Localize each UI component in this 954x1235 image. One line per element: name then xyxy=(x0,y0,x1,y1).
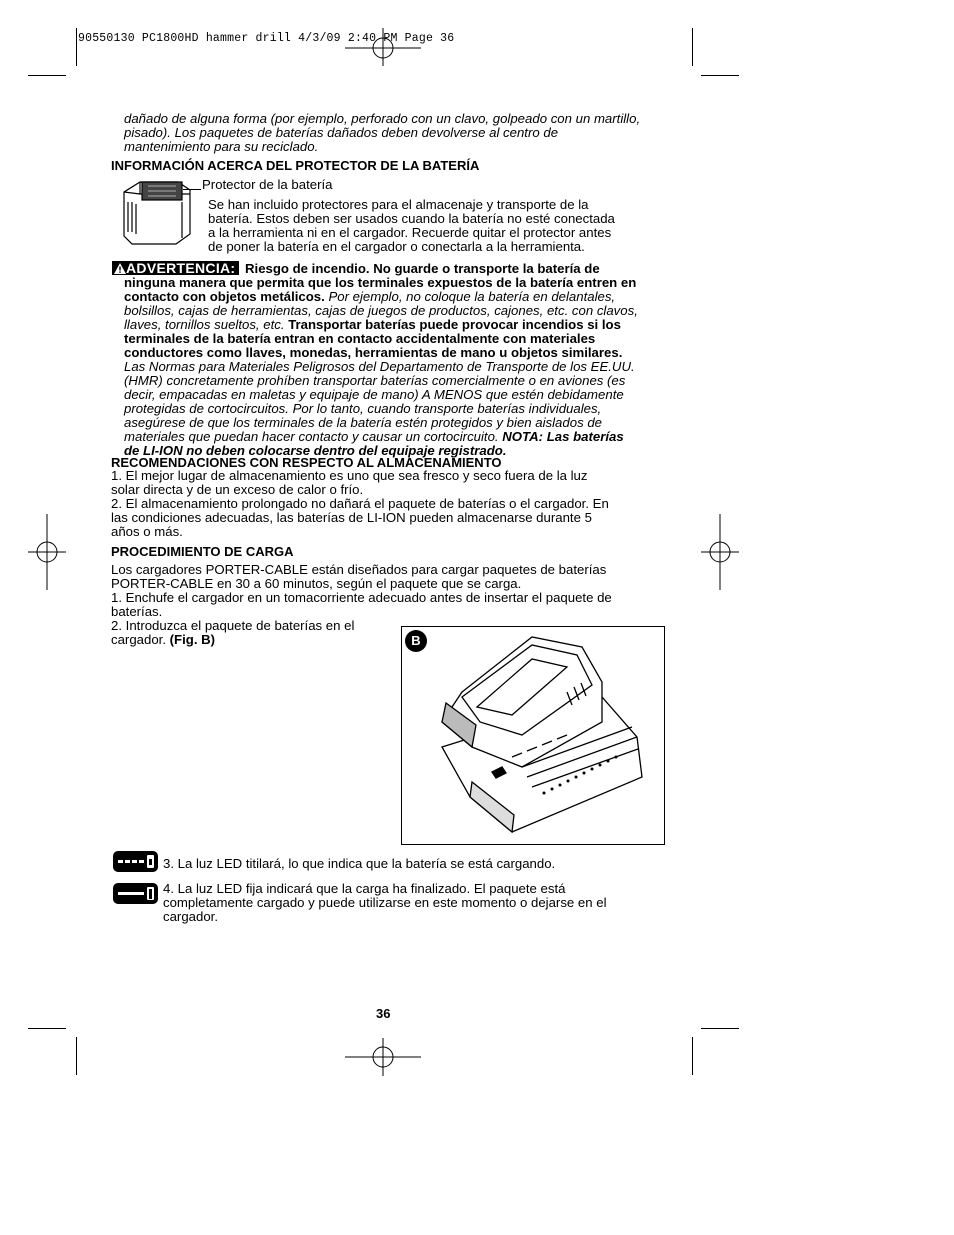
warning-line: ninguna manera que permita que los terminales expuestos de la batería entren en xyxy=(124,275,637,290)
battery-protector-illustration xyxy=(118,172,202,248)
charging-line: Los cargadores PORTER-CABLE están diseñados para cargar paquetes de baterías xyxy=(111,562,607,577)
warning-paragraph xyxy=(124,262,664,458)
intro-line: pisado). Los paquetes de baterías dañados deben devolverse al centro de xyxy=(124,125,559,140)
storage-line: 2. El almacenamiento prolongado no dañará el paquete de baterías o el cargador. En xyxy=(111,496,609,511)
warning-line: materiales que puedan hacer contacto y causar un cortocircuito. NOTA: Las baterías xyxy=(124,429,624,444)
warning-line: asegúrese de que los terminales de la batería estén protegidos y bien aislados de xyxy=(124,415,602,430)
warning-line: (HMR) concretamente prohíben transportar baterías comercialmente o en aviones (es xyxy=(124,373,626,388)
storage-line: 1. El mejor lugar de almacenamiento es uno que sea fresco y seco fuera de la luz xyxy=(111,468,588,483)
led-steady-icon xyxy=(113,883,158,904)
protector-heading: INFORMACIÓN ACERCA DEL PROTECTOR DE LA BATERÍA xyxy=(111,158,480,173)
charging-line: 1. Enchufe el cargador en un tomacorriente adecuado antes de insertar el paquete de xyxy=(111,590,612,605)
protector-line: batería. Estos deben ser usados cuando la batería no esté conectada xyxy=(208,211,615,226)
step4-line: completamente cargado y puede utilizarse en este momento o dejarse en el xyxy=(163,895,607,910)
storage-line: solar directa y de un exceso de calor o frío. xyxy=(111,482,364,497)
figure-letter: B xyxy=(405,630,427,652)
step4-paragraph xyxy=(163,882,607,924)
led-blinking-icon xyxy=(113,851,158,872)
step4-line: cargador. xyxy=(163,909,218,924)
leader-line xyxy=(183,189,201,190)
warning-line: bolsillos, cajas de herramientas, cajas de juegos de productos, cajones, etc. con clavos, xyxy=(124,303,638,318)
intro-paragraph xyxy=(124,112,640,154)
storage-heading: RECOMENDACIONES CON RESPECTO AL ALMACENAMIENTO xyxy=(111,455,502,470)
step4-line: 4. La luz LED fija indicará que la carga ha finalizado. El paquete está xyxy=(163,881,566,896)
warning-line: de LI-ION no deben colocarse dentro del equipaje registrado. xyxy=(124,443,507,458)
charging-line: 2. Introduzca el paquete de baterías en el xyxy=(111,618,355,633)
storage-paragraph xyxy=(111,469,609,539)
print-slug: 90550130 PC1800HD hammer drill 4/3/09 2:40 PM Page 36 xyxy=(78,32,455,45)
intro-line: mantenimiento para su reciclado. xyxy=(124,139,319,154)
warning-line: llaves, tornillos sueltos, etc. Transportar baterías puede provocar incendios si los xyxy=(124,317,621,332)
intro-line: dañado de alguna forma (por ejemplo, perforado con un clavo, golpeado con un martillo, xyxy=(124,111,641,126)
storage-line: años o más. xyxy=(111,524,183,539)
figure-b xyxy=(401,626,665,845)
charging-heading: PROCEDIMIENTO DE CARGA xyxy=(111,544,294,559)
warning-line: contacto con objetos metálicos. Por ejemplo, no coloque la batería en delantales, xyxy=(124,289,616,304)
protector-figure-label: Protector de la batería xyxy=(202,177,333,192)
warning-line: conductores como llaves, monedas, herramientas de mano u objetos similares. xyxy=(124,345,623,360)
warning-badge-text: ADVERTENCIA: xyxy=(126,260,236,276)
charger-illustration xyxy=(402,627,664,844)
warning-line: protegidas de cortocircuitos. Por lo tanto, cuando transporte baterías individuales, xyxy=(124,401,602,416)
protector-line: a la herramienta ni en el cargador. Recuerde quitar el protector antes xyxy=(208,225,612,240)
warning-line: Riesgo de incendio. No guarde o transporte la batería de xyxy=(245,261,600,276)
step3-text: 3. La luz LED titilará, lo que indica que la batería se está cargando. xyxy=(163,856,556,871)
page-number: 36 xyxy=(376,1006,391,1021)
protector-line: de poner la batería en el cargador o conectarla a la herramienta. xyxy=(208,239,585,254)
warning-line: Las Normas para Materiales Peligrosos del Departamento de Transporte de los EE.UU. xyxy=(124,359,635,374)
charging-line: PORTER-CABLE en 30 a 60 minutos, según el paquete que se carga. xyxy=(111,576,522,591)
charging-line: baterías. xyxy=(111,604,163,619)
warning-line: decir, empacadas en maletas y equipaje de mano) A MENOS que estén debidamente xyxy=(124,387,624,402)
protector-line: Se han incluido protectores para el almacenaje y transporte de la xyxy=(208,197,589,212)
protector-paragraph xyxy=(208,198,615,254)
warning-line: terminales de la batería entran en contacto accidentalmente con materiales xyxy=(124,331,596,346)
storage-line: las condiciones adecuadas, las baterías de LI-ION pueden almacenarse durante 5 xyxy=(111,510,592,525)
charging-line: cargador. (Fig. B) xyxy=(111,632,216,647)
